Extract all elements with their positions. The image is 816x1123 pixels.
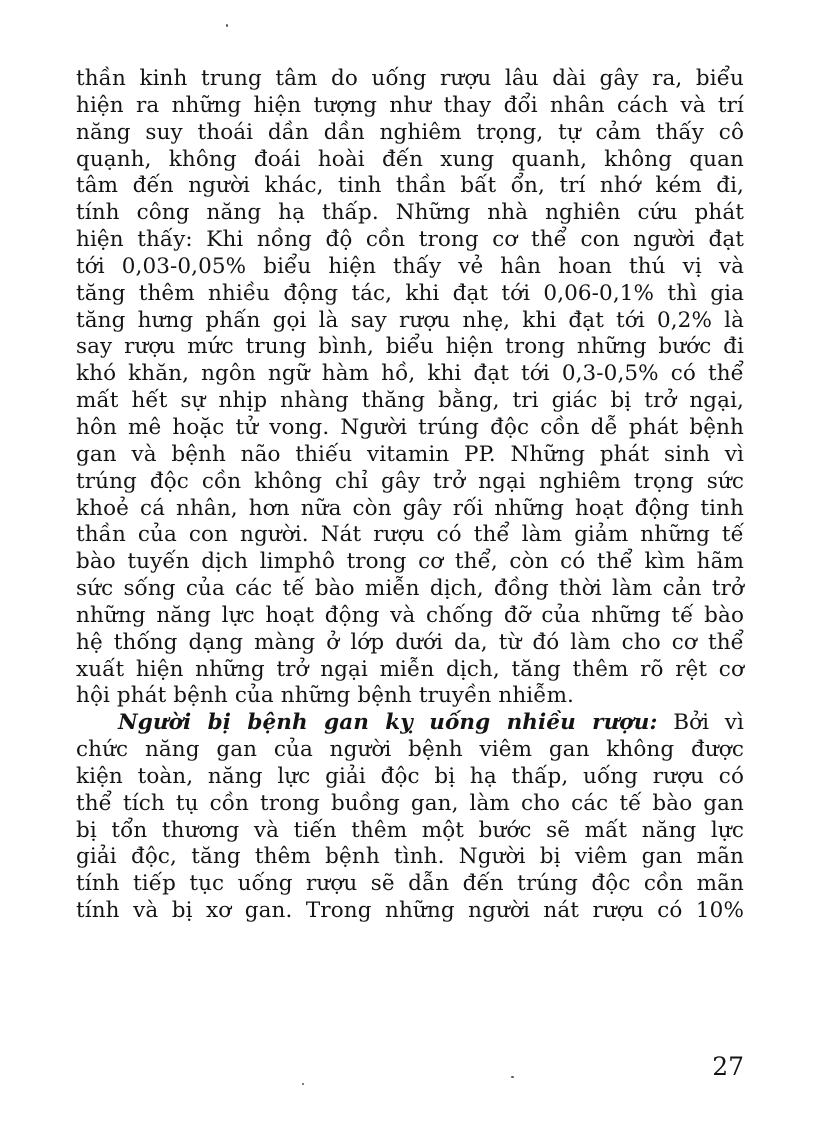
text-line: say rượu mức trung bình, biểu hiện trong những bước đi — [76, 334, 744, 360]
text-line: trúng độc cồn không chỉ gây trở ngại nghiêm trọng sức — [76, 468, 744, 494]
text-line: hiện ra những hiện tượng như thay đổi nhân cách và trí — [76, 92, 744, 118]
paragraph — [76, 710, 744, 925]
text-run: Bởi vì — [657, 710, 745, 736]
text-line: tâm đến người khác, tinh thần bất ổn, trí nhớ kém đi, — [76, 173, 744, 199]
text-line: khó khăn, ngôn ngữ hàm hồ, khi đạt tới 0,3-0,5% có thể — [76, 361, 744, 387]
text-line: hội phát bệnh của những bệnh truyền nhiễm. — [76, 683, 574, 709]
text-line: mất hết sự nhịp nhàng thăng bằng, tri giác bị trở ngại, — [76, 388, 744, 414]
text-line: bào tuyến dịch limphô trong cơ thể, còn có thể kìm hãm — [76, 549, 744, 575]
text-line: giải độc, tăng thêm bệnh tình. Người bị viêm gan mãn — [76, 844, 744, 870]
paragraph — [76, 66, 744, 710]
text-line: hôn mê hoặc tử vong. Người trúng độc cồn dễ phát bệnh — [76, 414, 744, 440]
body-text — [76, 66, 744, 925]
text-line: hệ thống dạng màng ở lớp dưới da, từ đó làm cho cơ thể — [76, 629, 744, 655]
text-line: thể tích tụ cồn trong buồng gan, làm cho các tế bào gan — [76, 790, 744, 816]
text-line: bị tổn thương và tiến thêm một bước sẽ mất năng lực — [76, 817, 744, 843]
text-line: sức sống của các tế bào miễn dịch, đồng thời làm cản trở — [76, 576, 744, 602]
text-line: thần của con người. Nát rượu có thể làm giảm những tế — [76, 522, 744, 548]
text-line: tính công năng hạ thấp. Những nhà nghiên cứu phát — [76, 200, 744, 226]
text-line: quạnh, không đoái hoài đến xung quanh, không quan — [76, 146, 744, 172]
section-lead-heading: Người bị bệnh gan kỵ uống nhiều rượu: — [118, 710, 658, 736]
page-number: 27 — [712, 1052, 744, 1081]
text-line: tăng hưng phấn gọi là say rượu nhẹ, khi đạt tới 0,2% là — [76, 307, 744, 333]
text-line: tính và bị xơ gan. Trong những người nát rượu có 10% — [76, 898, 744, 924]
text-line: thần kinh trung tâm do uống rượu lâu dài gây ra, biểu — [76, 66, 744, 91]
text-line: tăng thêm nhiều động tác, khi đạt tới 0,06-0,1% thì gia — [76, 280, 744, 306]
text-line: kiện toàn, năng lực giải độc bị hạ thấp, uống rượu có — [76, 763, 744, 789]
scan-speck — [511, 1076, 514, 1078]
text-line — [76, 710, 744, 737]
text-line: tới 0,03-0,05% biểu hiện thấy vẻ hân hoan thú vị và — [76, 253, 744, 279]
text-line: năng suy thoái dần dần nghiêm trọng, tự cảm thấy cô — [76, 119, 744, 145]
text-line: hiện thấy: Khi nồng độ cồn trong cơ thể con người đạt — [76, 227, 744, 253]
text-line: khoẻ cá nhân, hơn nữa còn gây rối những hoạt động tinh — [76, 495, 744, 521]
text-line: tính tiếp tục uống rượu sẽ dẫn đến trúng độc cồn mãn — [76, 871, 744, 897]
text-line: chức năng gan của người bệnh viêm gan không được — [76, 737, 744, 763]
text-line: những năng lực hoạt động và chống đỡ của những tế bào — [76, 602, 744, 628]
text-line: xuất hiện những trở ngại miễn dịch, tăng thêm rõ rệt cơ — [76, 656, 744, 682]
scan-speck — [302, 1083, 304, 1085]
scan-speck — [226, 24, 228, 27]
text-line: gan và bệnh não thiếu vitamin PP. Những phát sinh vì — [76, 441, 744, 467]
